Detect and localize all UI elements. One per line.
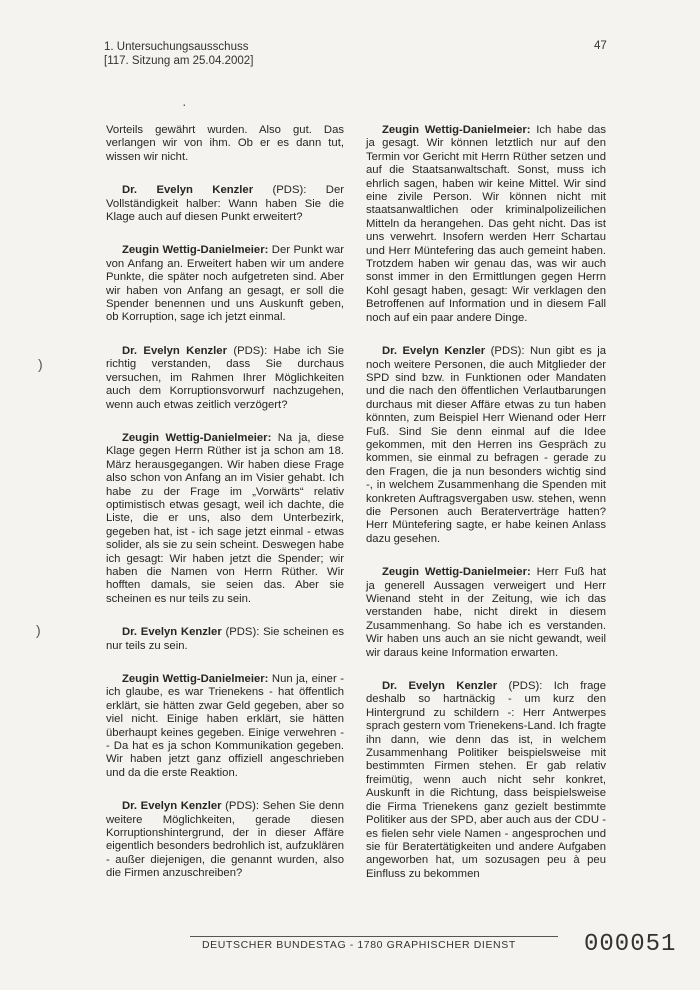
paragraph [366, 345, 606, 546]
speaker-name: Dr. Evelyn Kenzler [382, 680, 498, 693]
paragraph-text: (PDS): Sie scheinen es nur teils zu sein. [106, 626, 344, 652]
paragraph [106, 626, 344, 653]
paragraph [366, 566, 606, 660]
speaker-name: Dr. Evelyn Kenzler [122, 184, 254, 197]
paragraph-text: Der Punkt war von Anfang an. Erweitert haben wir um andere Punkte, die später noch aufgetreten sind. Aber wir haben von Anfang an gesagt, er soll die Spender benennen und uns Auskunft geben, ob Korruption, sage ich jetzt einmal. [106, 244, 344, 324]
paragraph [106, 432, 344, 606]
scan-mark: ) [36, 622, 41, 638]
page-stamp: 000051 [584, 931, 677, 958]
speaker-name: Zeugin Wettig-Danielmeier: [382, 566, 531, 579]
scan-speck: · [182, 96, 187, 112]
paragraph-text: Nun ja, einer - ich glaube, es war Trienekens - hat öffentlich erklärt, sie hätten zwar Geld gegeben, aber so viel nicht. Einige haben erklärt, sie hätten überhaupt keines gegeben. Einige verwehren - - Da hat es ja schon Kommunikation gegeben. Wir haben jetzt ganz offiziell angeschrieben und da die erste Reaktion. [106, 673, 345, 779]
speaker-name: Zeugin Wettig-Danielmeier: [122, 244, 269, 257]
paragraph [106, 800, 344, 880]
speaker-name: Zeugin Wettig-Danielmeier: [122, 673, 269, 685]
speaker-name: Zeugin Wettig-Danielmeier: [382, 124, 531, 136]
paragraph-text: (PDS): Nun gibt es ja noch weitere Personen, die auch Mitglieder der SPD sind bzw. in Funktionen oder Mandaten und die nach den öffentlichen Verlautbarungen durchaus mit dieser Affäre etwas zu tun haben könnten, zum Beispiel Herr Wienand oder Herr Fuß. Sind Sie denn einmal auf die Idee gekommen, mit den Herren ins Gespräch zu kommen, sie einmal zu befragen - gerade zu den Fragen, die ja nun besonders wichtig sind -, in welchem Zusammenhang die Spenden mit konkreten Auftragsvergaben usw. stehen, wenn die Personen auch Beraterverträge hatten? Herr Müntefering sagte, er habe keinen Anlass dazu gesehen. [366, 345, 607, 545]
speaker-name: Zeugin Wettig-Danielmeier: [122, 431, 272, 444]
paragraph [106, 673, 344, 780]
left-column [106, 124, 344, 901]
page-number: 47 [594, 40, 607, 52]
paragraph-text: (PDS): Sehen Sie denn weitere Möglichkeiten, gerade diesen Korruptionshintergrund, der in dieser Affäre eigentlich besonders bedrohlich ist, aufzuklären - außer diejenigen, die genannt wurden, also die Firmen anzuschreiben? [106, 800, 345, 880]
speaker-name: Dr. Evelyn Kenzler [122, 800, 222, 813]
paragraph-text: Vorteils gewährt wurden. Also gut. Das verlangen wir von ihm. Ob er es dann tut, wissen wir nicht. [106, 124, 344, 163]
paragraph [106, 184, 344, 224]
paragraph [106, 345, 344, 412]
paragraph [366, 124, 606, 325]
paragraph-text: (PDS): Ich frage deshalb so hartnäckig - um kurz den Hintergrund zu schildern -: Herr Antwerpes sprach gestern vom Trienekens-Land. Ich fragte ihn dann, wie denn das ist, in welchem Zusammenhang Politiker beispielsweise mit bestimmten Firmen stehen. Er gab relativ freimütig, wenn auch nicht sehr konkret, Auskunft in die Richtung, dass beispielsweise die Firma Trienekens ganz gezielt bestimmte Politiker aus der SPD, aber auch aus der CDU - es fielen sehr viele Namen - angesprochen und sie für Beratertätigkeiten und andere Aufgaben angeworben hat, um sozusagen peu à peu Einfluss zu bekommen [366, 680, 606, 880]
paragraph-text: Herr Fuß hat ja generell Aussagen verweigert und Herr Wienand steht in der Zeitung, wie ich das verstanden habe, nicht direkt in diesem Zusammenhang. So habe ich es verstanden. Wir haben uns auch an sie nicht gewandt, weil wir daraus keine Information erwarten. [366, 566, 606, 659]
speaker-name: Dr. Evelyn Kenzler [382, 345, 486, 358]
footer-rule [190, 936, 558, 937]
scan-mark: ) [38, 356, 43, 372]
paragraph [366, 680, 606, 881]
paragraph [106, 124, 344, 164]
paragraph-text: (PDS): Habe ich Sie richtig verstanden, dass Sie durchaus versuchen, im Rahmen Ihrer Möglichkeiten auch dem Korruptionsvorwurf nachzugehen, wenn auch etwas zeitlich verzögert? [106, 344, 344, 411]
page-header [104, 40, 253, 68]
footer-text: DEUTSCHER BUNDESTAG - 1780 GRAPHISCHER DIENST [202, 939, 516, 951]
speaker-name: Dr. Evelyn Kenzler [122, 344, 227, 357]
session-info: [117. Sitzung am 25.04.2002] [104, 55, 254, 67]
paragraph [106, 244, 344, 324]
speaker-name: Dr. Evelyn Kenzler [122, 626, 222, 639]
paragraph-text: Ich habe das ja gesagt. Wir können letztlich nur auf den Termin vor Gericht mit Herrn Rüther setzen und auf die Staatsanwaltschaft. Sonst, muss ich ehrlich sagen, haben wir keine Mittel. Wir sind eine zivile Person. Wir können nicht mit staatsanwaltlichen oder kriminalpolizeilichen Mitteln da herangehen. Das geht nicht. Das ist uns verwehrt. Insofern werden Herr Schartau und Herr Müntefering das auch gemeint haben. Trotzdem haben wir genau das, was wir auch sonst immer in den Ermittlungen gegen Herrn Kohl gesagt haben, gesagt: Wir verklagen den Betroffenen auf Information und in diesem Fall noch auf ein paar andere Dinge. [366, 124, 606, 324]
right-column [366, 124, 606, 901]
committee-title: 1. Untersuchungsausschuss [104, 41, 249, 53]
paragraph-text: Na ja, diese Klage gegen Herrn Rüther ist ja schon am 18. März herausgegangen. Wir haben diese Frage also schon von Anfang an im Visier gehabt. Ich habe zu der Frage im „Vorwärts“ relativ optimistisch etwas gesagt, weil ich dachte, die Liste, die er uns, also dem Unterbezirk, gegeben hat, ist - ich sage jetzt einmal - etwas solider, als sie zu sein scheint. Deswegen habe ich gesagt: Wir haben jetzt die Spender; wir haben die Namen von Herrn Rüther. Wir hofften damals, sie seien das. Aber sie scheinen es nur teils zu sein. [106, 431, 344, 605]
paragraph-text: (PDS): Der Vollständigkeit halber: Wann haben Sie die Klage auch auf diesen Punkt erweitert? [106, 184, 345, 224]
